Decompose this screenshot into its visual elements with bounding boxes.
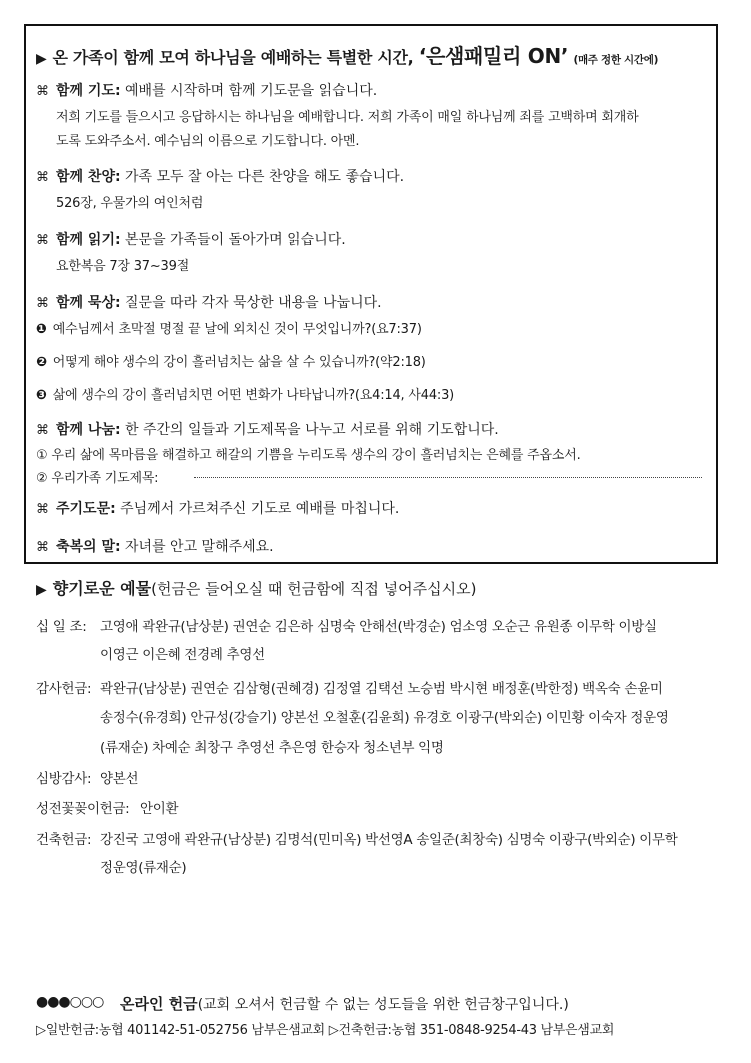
meditation-label: 함께 묵상: (56, 295, 121, 311)
online-title-text: 온라인 헌금 (120, 995, 198, 1013)
thanks-line-2: 송정수(유경희) 안규성(강슬기) 양본선 오철훈(김윤희) 유경호 이광구(박외순) 이민황 이숙자 정운영 (100, 710, 669, 726)
flower-offering-line: 안이환 (140, 801, 179, 817)
sharing-line-1: ① 우리 삶에 목마름을 해결하고 해갈의 기쁨을 누리도록 생수의 강이 흘러넘치는 은혜를 주옵소서. (36, 448, 581, 463)
sharing-desc: 한 주간의 일들과 기도제목을 나누고 서로를 위해 기도합니다. (120, 422, 499, 438)
lords-prayer-desc: 주님께서 가르쳐주신 기도로 예배를 마칩니다. (115, 501, 400, 517)
offering-title (36, 576, 476, 599)
command-symbol-icon: ⌘ (36, 540, 49, 555)
reading-desc: 본문을 가족들이 돌아가며 읽습니다. (120, 232, 346, 248)
blessing-desc: 자녀를 안고 말해주세요. (120, 539, 274, 555)
lords-prayer-label: 주기도문: (56, 501, 116, 517)
thanks-line-3: (류재순) 차예순 최창구 추영선 추은영 한승자 청소년부 익명 (100, 740, 444, 756)
sharing-label: 함께 나눔: (56, 422, 121, 438)
command-symbol-icon: ⌘ (36, 423, 49, 438)
tithe-label: 십 일 조: (36, 619, 87, 635)
section-prayer (36, 80, 377, 100)
praise-label: 함께 찬양: (56, 169, 121, 185)
sharing-line-2: ② 우리가족 기도제목: (36, 471, 159, 486)
praise-line-1: 526장, 우물가의 여인처럼 (56, 196, 204, 211)
section-lords-prayer (36, 498, 399, 518)
offering-title-text: 향기로운 예물 (52, 579, 152, 598)
worship-title-text: 온 가족이 함께 모여 하나님을 예배하는 특별한 시간, (52, 48, 419, 67)
triangle-bullet-icon: ▶ (36, 51, 47, 67)
section-blessing (36, 536, 274, 556)
reading-label: 함께 읽기: (56, 232, 121, 248)
prayer-line-2: 도록 도와주소서. 예수님의 이름으로 기도합니다. 아멘. (56, 134, 360, 149)
meditation-desc: 질문을 따라 각자 묵상한 내용을 나눕니다. (120, 295, 382, 311)
visit-thanks-line: 양본선 (100, 771, 139, 787)
building-line-2: 정운영(류재순) (100, 860, 187, 876)
offering-note: (헌금은 들어오실 때 헌금함에 직접 넣어주십시오) (151, 580, 477, 598)
question-2-text: 어떻게 해야 생수의 강이 흘러넘치는 삶을 살 수 있습니까?(약2:18) (48, 355, 426, 370)
thanks-label: 감사헌금: (36, 681, 92, 697)
family-worship-box (24, 24, 718, 564)
building-offering-label: 건축헌금: (36, 832, 92, 848)
worship-brand: ‘은샘패밀리 ON’ (418, 44, 569, 68)
question-1-text: 예수님께서 초막절 명절 끝 날에 외치신 것이 무엇입니까?(요7:37) (48, 322, 422, 337)
command-symbol-icon: ⌘ (36, 502, 49, 517)
command-symbol-icon: ⌘ (36, 84, 49, 99)
progress-dots-icon: ●●●○○○ (36, 994, 104, 1010)
question-3-text: 삶에 생수의 강이 흘러넘치면 어떤 변화가 나타납니까?(요4:14, 사44:3) (48, 388, 455, 403)
tithe-line-2: 이영근 이은혜 전경례 추영선 (100, 647, 265, 663)
praise-desc: 가족 모두 잘 아는 다른 찬양을 해도 좋습니다. (120, 169, 405, 185)
thanks-line-1: 곽완규(남상분) 권연순 김삼형(권혜경) 김정열 김택선 노승범 박시현 배정훈(박한정) 백옥숙 손윤미 (100, 681, 663, 697)
prayer-line-1: 저희 기도를 들으시고 응답하시는 하나님을 예배합니다. 저희 가족이 매일 하나님께 죄를 고백하며 회개하 (56, 110, 639, 125)
reading-line-1: 요한복음 7장 37~39절 (56, 259, 190, 274)
number-1-icon: ❶ (36, 322, 47, 337)
command-symbol-icon: ⌘ (36, 296, 49, 311)
triangle-bullet-icon: ▶ (36, 582, 47, 598)
section-sharing (36, 419, 499, 439)
building-line-1: 강진국 고영애 곽완규(남상분) 김명석(민미옥) 박선영A 송일준(최창숙) 심명숙 이광구(박외순) 이무학 (100, 832, 678, 848)
number-2-icon: ❷ (36, 355, 47, 370)
meditation-question-1 (36, 318, 422, 337)
tithe-line-1: 고영애 곽완규(남상분) 권연순 김은하 심명숙 안해선(박경순) 엄소영 오순근 유원종 이무학 이방실 (100, 619, 657, 635)
bank-accounts: ▷일반헌금:농협 401142-51-052756 남부은샘교회 ▷건축헌금:농협 351-0848-9254-43 남부은샘교회 (36, 1023, 615, 1038)
online-offering-title (120, 993, 569, 1014)
prayer-desc: 예배를 시작하며 함께 기도문을 읽습니다. (120, 83, 378, 99)
command-symbol-icon: ⌘ (36, 233, 49, 248)
section-praise (36, 166, 404, 186)
meditation-question-2 (36, 351, 426, 370)
prayer-topic-blank-line (194, 477, 702, 478)
command-symbol-icon: ⌘ (36, 170, 49, 185)
blessing-label: 축복의 말: (56, 539, 121, 555)
meditation-question-3 (36, 384, 454, 403)
prayer-label: 함께 기도: (56, 83, 121, 99)
worship-title (36, 40, 658, 69)
visit-thanks-label: 심방감사: (36, 771, 92, 787)
online-note: (교회 오셔서 헌금할 수 없는 성도들을 위한 헌금창구입니다.) (197, 997, 569, 1013)
section-reading (36, 229, 346, 249)
flower-offering-label: 성전꽃꽂이헌금: (36, 801, 130, 817)
worship-note: (매주 정한 시간에) (573, 54, 659, 66)
number-3-icon: ❸ (36, 388, 47, 403)
section-meditation (36, 292, 382, 312)
